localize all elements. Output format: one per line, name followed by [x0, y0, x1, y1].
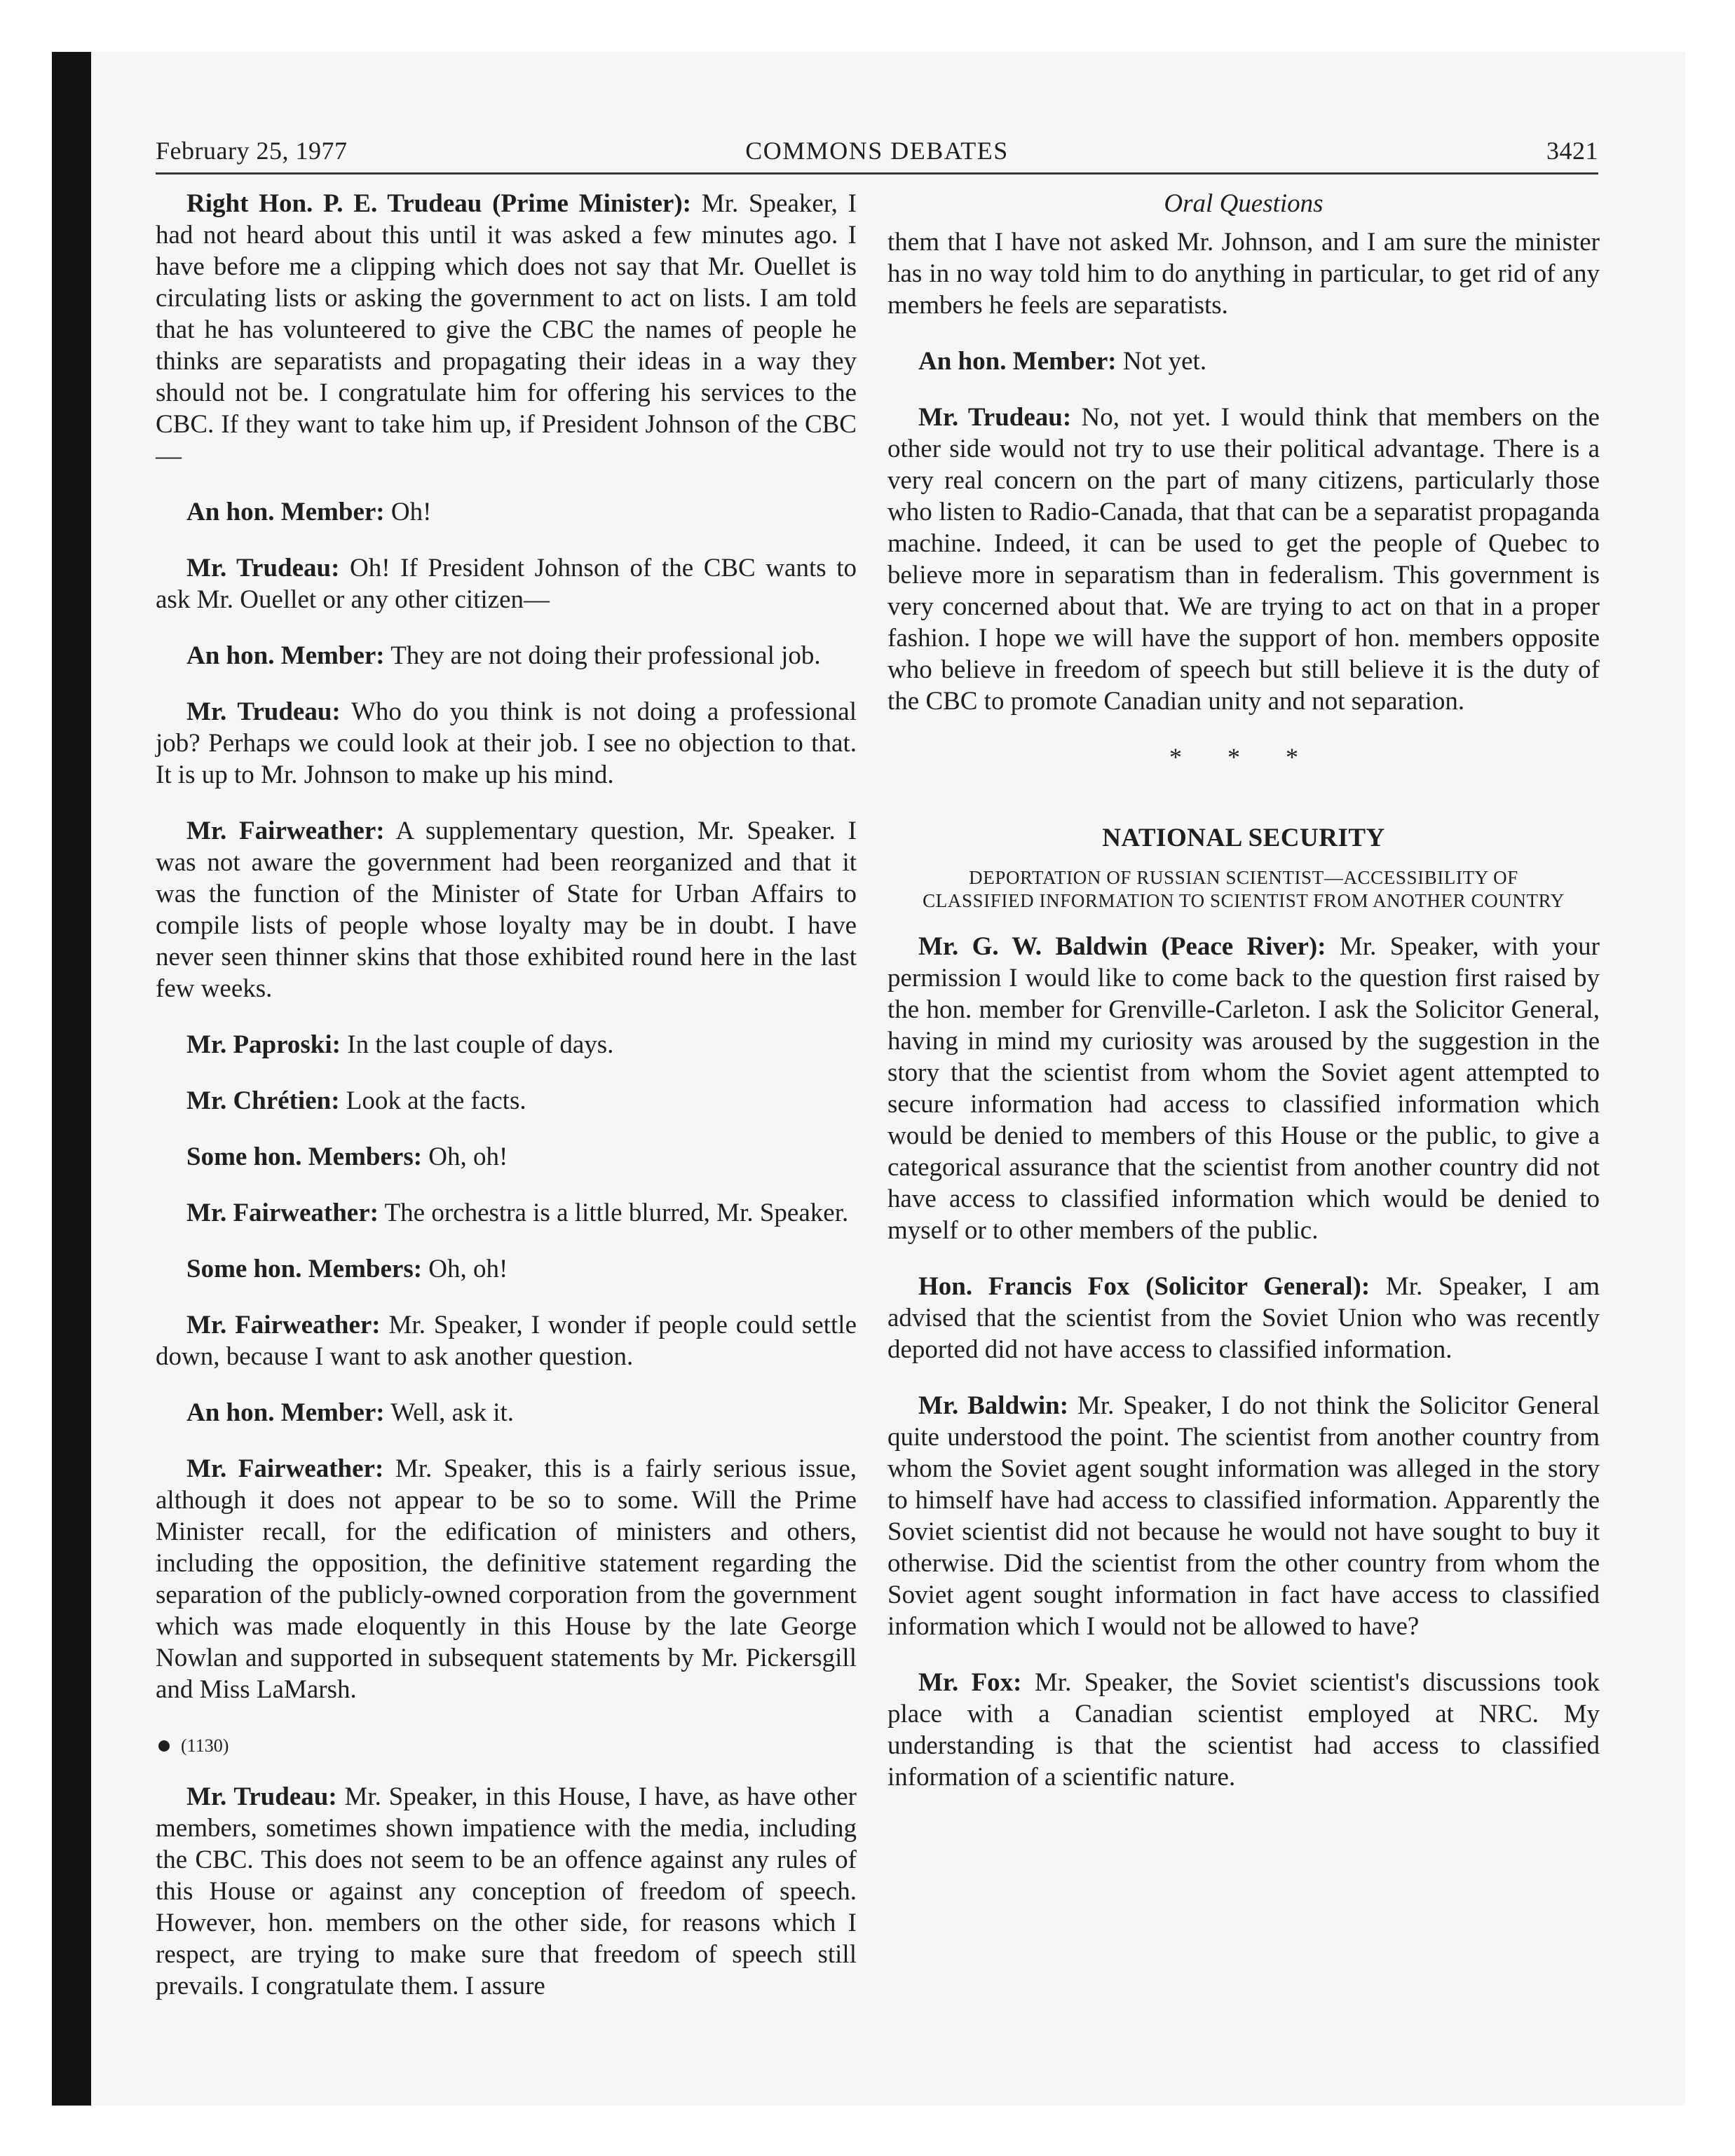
speaker-name: Mr. G. W. Baldwin (Peace River): [918, 932, 1326, 961]
speaker-name: Right Hon. P. E. Trudeau (Prime Minister): [186, 189, 691, 218]
page-header [156, 135, 1598, 175]
speech-text: Oh, oh! [422, 1142, 508, 1171]
speaker-name: Mr. Fairweather: [186, 1454, 384, 1483]
speaker-name: An hon. Member: [186, 1398, 385, 1427]
speaker-name: Some hon. Members: [186, 1255, 423, 1283]
paragraph [156, 552, 857, 615]
section-break-stars: * * * [1169, 743, 1318, 771]
speech-text: Mr. Speaker, I wonder if people could settle down, because I want to ask another question. [156, 1311, 857, 1371]
bullet-dot-icon [158, 1740, 170, 1752]
speech-text: Mr. Speaker, I do not think the Solicitor General quite understood the point. The scientist from another country from whom the Soviet agent sought information was alleged in the story to himself have had access to classified information. Apparently the Soviet scientist did not because he would not have sought to buy it otherwise. Did the scientist from the other country from whom the Soviet agent sought information in fact have access to classified information which I would not be allowed to have? [887, 1391, 1600, 1641]
speaker-name: Hon. Francis Fox (Solicitor General): [918, 1272, 1370, 1301]
paragraph [156, 1453, 857, 1705]
paragraph [887, 402, 1600, 717]
paragraph [887, 346, 1600, 377]
speech-text: Mr. Speaker, the Soviet scientist's discussions took place with a Canadian scientist employed at NRC. My understanding is that the scientist had access to classified information of a scientific nature. [887, 1668, 1600, 1792]
speech-text: Mr. Speaker, I had not heard about this until it was asked a few minutes ago. I have before me a clipping which does not say that Mr. Ouellet is circulating lists or asking the government to act on lists. I am told that he has volunteered to give the CBC the names of people he thinks are separatists and propagating their ideas in a way they should not be. I congratulate him for offering his services to the CBC. If they want to take him up, if President Johnson of the CBC— [156, 189, 857, 470]
speaker-name: An hon. Member: [186, 498, 385, 526]
speaker-name: Mr. Fairweather: [186, 817, 385, 845]
speaker-name: Mr. Fairweather: [186, 1311, 381, 1339]
speech-text: Mr. Speaker, with your permission I would like to come back to the question first raised by the hon. member for Grenville-Carleton. I ask the Solicitor General, having in mind my curiosity was aroused by the suggestion in the story that the scientist from whom the Soviet agent attempted to secure information had access to classified information which would be denied to members of this House or the public, to give a categorical assurance that the scientist from another country did not have access to classified information which would be denied to myself or to other members of the public. [887, 932, 1600, 1245]
speech-text: Not yet. [1116, 347, 1207, 376]
paragraph [156, 1253, 857, 1285]
speech-text: Who do you think is not doing a professional job? Perhaps we could look at their job. I see no objection to that. It is up to Mr. Johnson to make up his mind. [156, 697, 857, 789]
left-column [156, 188, 857, 2026]
header-date: February 25, 1977 [156, 137, 348, 165]
speaker-name: Mr. Trudeau: [186, 1782, 337, 1811]
speech-text: Well, ask it. [384, 1398, 515, 1427]
scan-binding-edge [52, 52, 91, 2106]
speaker-name: Mr. Trudeau: [186, 554, 340, 582]
speech-text: Oh! [384, 498, 432, 526]
speech-text: Oh! If President Johnson of the CBC wants to ask Mr. Ouellet or any other citizen— [156, 554, 857, 614]
paragraph [156, 640, 857, 671]
paragraph [156, 1397, 857, 1428]
header-journal-title: COMMONS DEBATES [745, 137, 1009, 165]
paragraph [156, 188, 857, 472]
speaker-name: Mr. Trudeau: [918, 403, 1072, 432]
paragraph [887, 1667, 1600, 1793]
speaker-name: Mr. Fox: [918, 1668, 1022, 1697]
paragraph [887, 931, 1600, 1246]
speech-text: They are not doing their professional job. [384, 641, 821, 670]
paragraph [156, 1197, 857, 1229]
paragraph [156, 1141, 857, 1173]
paragraph [156, 696, 857, 791]
speaker-name: Mr. Chrétien: [186, 1086, 340, 1115]
speech-text: Mr. Speaker, this is a fairly serious issue, although it does not appear to be so to some. Will the Prime Minister recall, for the edification of ministers and others, including the opposition, the definitive statement regarding the separation of the publicly-owned corporation from the government which was made eloquently in this House by the late George Nowlan and supported in subsequent statements by Mr. Pickersgill and Miss LaMarsh. [156, 1454, 857, 1704]
paragraph [156, 1029, 857, 1060]
header-page-number: 3421 [1546, 137, 1598, 165]
paragraph [156, 1781, 857, 2002]
section-subheading: DEPORTATION OF RUSSIAN SCIENTIST—ACCESSIBILITY OF CLASSIFIED INFORMATION TO SCIENTIST FROM ANOTHER COUNTRY [923, 867, 1565, 911]
speaker-name: Some hon. Members: [186, 1142, 423, 1171]
speech-text: The orchestra is a little blurred, Mr. Speaker. [378, 1199, 849, 1227]
time-marker [158, 1730, 857, 1761]
speaker-name: Mr. Baldwin: [918, 1391, 1069, 1420]
speech-text: In the last couple of days. [340, 1030, 614, 1059]
speech-text: Look at the facts. [339, 1086, 526, 1115]
speaker-name: Mr. Trudeau: [186, 697, 341, 726]
speaker-name: An hon. Member: [186, 641, 385, 670]
paragraph-continued [887, 226, 1600, 321]
speech-text: A supplementary question, Mr. Speaker. I was not aware the government had been reorganized and that it was the function of the Minister of State for Urban Affairs to compile lists of people whose loyalty may be in doubt. I have never seen thinner skins that those exhibited round here in the last few weeks. [156, 817, 857, 1003]
right-column [887, 188, 1600, 1817]
paragraph [887, 1390, 1600, 1642]
speech-text: No, not yet. I would think that members on the other side would not try to use their political advantage. There is a very real concern on the part of many citizens, particularly those who listen to Radio-Canada, that that can be a separatist propaganda machine. Indeed, it can be used to get the people of Quebec to believe more in separatism than in federalism. This government is very concerned about that. We are trying to act on that in a proper fashion. I hope we will have the support of hon. members opposite who believe in freedom of speech but still believe it is the duty of the CBC to promote Canadian unity and not separation. [887, 403, 1600, 716]
speaker-name: Mr. Fairweather: [186, 1199, 379, 1227]
speech-text: Oh, oh! [422, 1255, 508, 1283]
speaker-name: Mr. Paproski: [186, 1030, 341, 1059]
speaker-name: An hon. Member: [918, 347, 1117, 376]
paragraph [156, 1085, 857, 1117]
paragraph [156, 1309, 857, 1372]
paragraph [156, 496, 857, 528]
speech-text: Mr. Speaker, I am advised that the scientist from the Soviet Union who was recently deported did not have access to classified information. [887, 1272, 1600, 1364]
time-marker-text: (1130) [181, 1735, 229, 1756]
speech-text: Mr. Speaker, in this House, I have, as have other members, sometimes shown impatience with the media, including the CBC. This does not seem to be an offence against any rules of this House or against any conception of freedom of speech. However, hon. members on the other side, for reasons which I respect, are trying to make sure that freedom of speech still prevails. I congratulate them. I assure [156, 1782, 857, 2000]
paragraph [156, 815, 857, 1004]
section-running-head: Oral Questions [1164, 189, 1324, 218]
speech-text: them that I have not asked Mr. Johnson, and I am sure the minister has in no way told him to do anything in particular, to get rid of any members he feels are separatists. [887, 228, 1600, 320]
section-heading: NATIONAL SECURITY [1102, 824, 1385, 852]
paragraph [887, 1271, 1600, 1365]
